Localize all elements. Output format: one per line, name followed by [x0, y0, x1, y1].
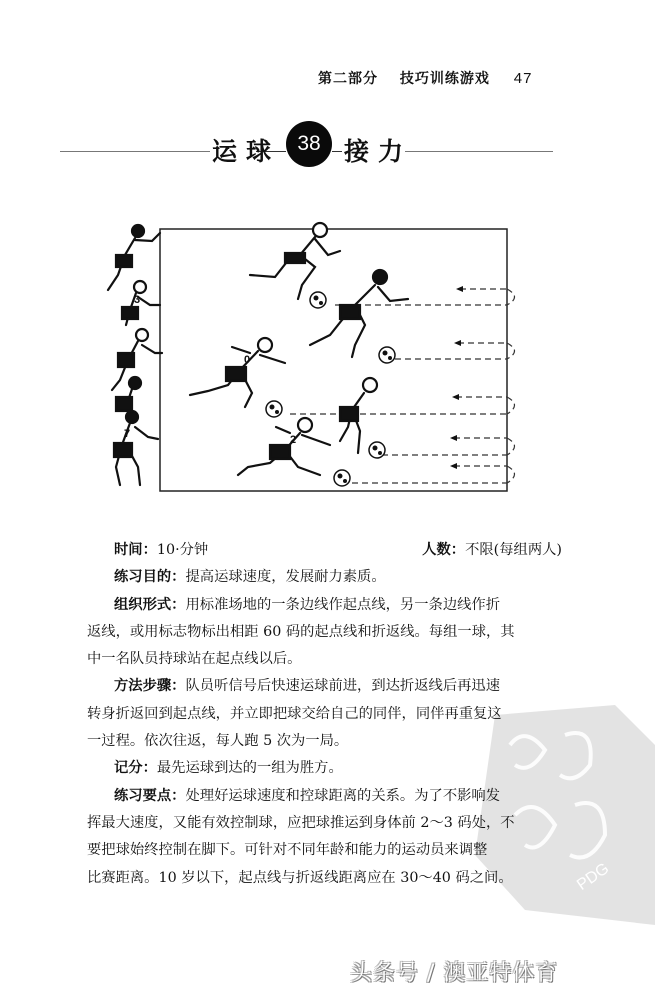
organization-label: 组织形式： — [114, 596, 186, 613]
waiting-players — [108, 225, 162, 485]
scoring-paragraph — [87, 755, 572, 782]
keypoints-label: 练习要点： — [114, 787, 186, 804]
jersey-6: 6 — [352, 292, 359, 304]
scoring-label: 记分： — [114, 760, 157, 777]
jersey-0: 0 — [244, 354, 251, 366]
title-left-word: 运球 — [212, 137, 281, 166]
scoring-text: 最先运球到达的一组为胜方。 — [156, 760, 343, 777]
players-value: 不限(每组两人) — [465, 542, 562, 558]
method-line-3: 一过程。依次往返，每人跑 5 次为一局。 — [87, 733, 349, 750]
return-path-lines — [290, 289, 515, 483]
purpose-paragraph — [87, 564, 572, 591]
keypoints-line-2: 挥最大速度，又能有效控制球，应把球推运到身体前 2～3 码处，不 — [87, 814, 515, 831]
header-section: 技巧训练游戏 — [399, 71, 490, 87]
game-number-badge: 38 — [286, 121, 332, 167]
method-label: 方法步骤： — [114, 678, 186, 695]
title-rule-right — [405, 151, 553, 152]
page-number: 47 — [513, 70, 533, 87]
method-text: 队员听信号后快速运球前进，到达折返线后再迅速 — [185, 678, 501, 695]
watermark-text: PDG — [574, 860, 613, 894]
keypoints-text: 处理好运球速度和控球距离的关系。为了不影响发 — [185, 787, 501, 804]
purpose-label: 练习目的： — [114, 569, 186, 586]
purpose-text: 提高运球速度，发展耐力素质。 — [185, 569, 386, 586]
time-info — [114, 537, 208, 564]
title-rule-mid — [332, 151, 342, 152]
title-right-word: 接力 — [344, 137, 413, 166]
organization-line-1 — [87, 592, 572, 619]
keypoints-line-3: 要把球始终控制在脚下。可针对不同年龄和能力的运动员来调整 — [87, 842, 488, 859]
running-players — [190, 223, 408, 475]
arrowheads — [450, 286, 463, 469]
header-part: 第二部分 — [318, 71, 378, 87]
keypoints-line-1 — [87, 783, 572, 810]
time-players-row — [87, 537, 572, 564]
soccer-field-illustration — [90, 205, 560, 505]
organization-line-3: 中一名队员持球站在起点线以后。 — [87, 651, 302, 668]
relay-diagram — [90, 205, 560, 505]
players-label: 人数： — [422, 542, 466, 558]
jersey-2: 2 — [290, 434, 297, 446]
keypoints-line-4: 比赛距离。10 岁以下，起点线与折返线距离应在 30～40 码之间。 — [87, 869, 513, 886]
players-info — [422, 537, 562, 564]
jersey-3: 3 — [134, 294, 141, 306]
source-watermark: 头条号 / 澳亚特体育 — [350, 961, 559, 986]
method-line-1 — [87, 673, 572, 700]
body-text — [87, 537, 572, 892]
method-line-2: 转身折返回到起点线，并立即把球交给自己的同伴，同伴再重复这 — [87, 705, 502, 722]
organization-text: 用标准场地的一条边线作起点线，另一条边线作折 — [185, 596, 501, 613]
jersey-7: 7 — [124, 428, 131, 440]
time-value: 10·分钟 — [156, 542, 209, 558]
running-header — [318, 68, 532, 88]
time-label: 时间： — [114, 542, 157, 558]
title-rule-left — [60, 151, 210, 152]
organization-line-2: 返线，或用标志物标出相距 60 码的起点线和折返线。每组一球，其 — [87, 623, 515, 640]
